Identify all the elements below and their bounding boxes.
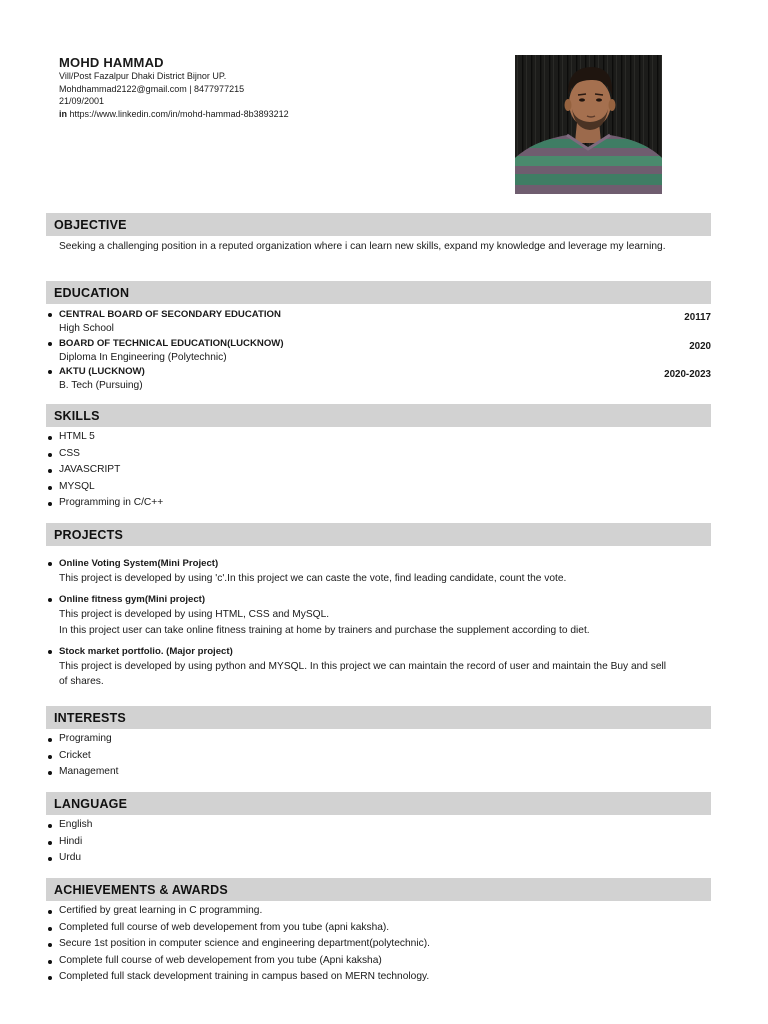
project-item (46, 645, 711, 690)
interest-item: Programing (46, 731, 711, 748)
language-heading: LANGUAGE (46, 792, 711, 815)
achievements-heading: ACHIEVEMENTS & AWARDS (46, 878, 711, 901)
achievements-list (46, 903, 711, 986)
skill-item: CSS (46, 446, 711, 463)
language-item: English (46, 817, 711, 834)
language-list (46, 817, 711, 867)
linkedin-row (59, 108, 289, 121)
education-year: 20117 (684, 312, 711, 323)
objective-heading: OBJECTIVE (46, 213, 711, 236)
education-list (46, 308, 711, 394)
language-item: Hindi (46, 834, 711, 851)
linkedin-link[interactable]: https://www.linkedin.com/in/mohd-hammad-8b3893212 (69, 109, 289, 120)
achievement-item: Secure 1st position in computer science and engineering department(polytechnic). (46, 936, 711, 953)
interests-list (46, 731, 711, 781)
skill-item: MYSQL (46, 479, 711, 496)
interest-item: Cricket (46, 748, 711, 765)
project-description: This project is developed by using python and MYSQL. In this project we can maintain the record of user and maintain the Buy and sell of shares. (59, 660, 667, 688)
education-course: B. Tech (Pursuing) (59, 380, 143, 392)
project-title: Stock market portfolio. (Major project) (59, 645, 233, 657)
education-course: High School (59, 323, 114, 334)
education-item (46, 337, 711, 366)
education-institution: BOARD OF TECHNICAL EDUCATION(LUCKNOW) (59, 337, 284, 349)
education-institution: AKTU (LUCKNOW) (59, 366, 145, 378)
project-item (46, 593, 711, 638)
project-description: In this project user can take online fitness training at home by trainers and purchase the supplement according to diet. (59, 624, 590, 636)
achievement-item: Completed full course of web developement from you tube (apni kaksha). (46, 920, 711, 937)
skill-item: HTML 5 (46, 429, 711, 446)
skill-item: Programming in C/C++ (46, 495, 711, 512)
project-description: This project is developed by using HTML, CSS and MySQL. (59, 609, 330, 621)
skill-item: JAVASCRIPT (46, 462, 711, 479)
projects-heading: PROJECTS (46, 523, 711, 546)
interests-heading: INTERESTS (46, 706, 711, 729)
linkedin-icon: in (59, 109, 67, 120)
email-phone: Mohdhammad2122@gmail.com | 8477977215 (59, 83, 245, 94)
skills-heading: SKILLS (46, 404, 711, 427)
education-item (46, 308, 711, 337)
project-description: This project is developed by using 'c'.In this project we can caste the vote, find leading candidate, count the vote. (59, 573, 567, 584)
address: Vill/Post Fazalpur Dhaki District Bijnor UP. (59, 71, 227, 81)
interest-item: Management (46, 764, 711, 781)
education-institution: CENTRAL BOARD OF SECONDARY EDUCATION (59, 309, 281, 320)
objective-text: Seeking a challenging position in a reputed organization where i can learn new skills, expand my knowledge and leverage my learning. (59, 241, 666, 252)
date-of-birth: 21/09/2001 (59, 96, 105, 107)
skills-list (46, 429, 711, 512)
education-year: 2020-2023 (664, 369, 711, 381)
achievement-item: Certified by great learning in C programming. (46, 903, 711, 920)
projects-list (46, 557, 711, 696)
education-year: 2020 (689, 340, 711, 352)
education-item (46, 365, 711, 394)
language-item: Urdu (46, 850, 711, 867)
education-course: Diploma In Engineering (Polytechnic) (59, 351, 227, 363)
achievement-item: Complete full course of web developement from you tube (Apni kaksha) (46, 953, 711, 970)
contact-block (59, 70, 289, 121)
profile-photo (515, 55, 662, 194)
project-title: Online Voting System(Mini Project) (59, 558, 219, 569)
candidate-name: MOHD HAMMAD (59, 55, 164, 70)
project-item (46, 557, 711, 586)
achievement-item: Completed full stack development training in campus based on MERN technology. (46, 969, 711, 986)
project-title: Online fitness gym(Mini project) (59, 594, 206, 606)
education-heading: EDUCATION (46, 281, 711, 304)
